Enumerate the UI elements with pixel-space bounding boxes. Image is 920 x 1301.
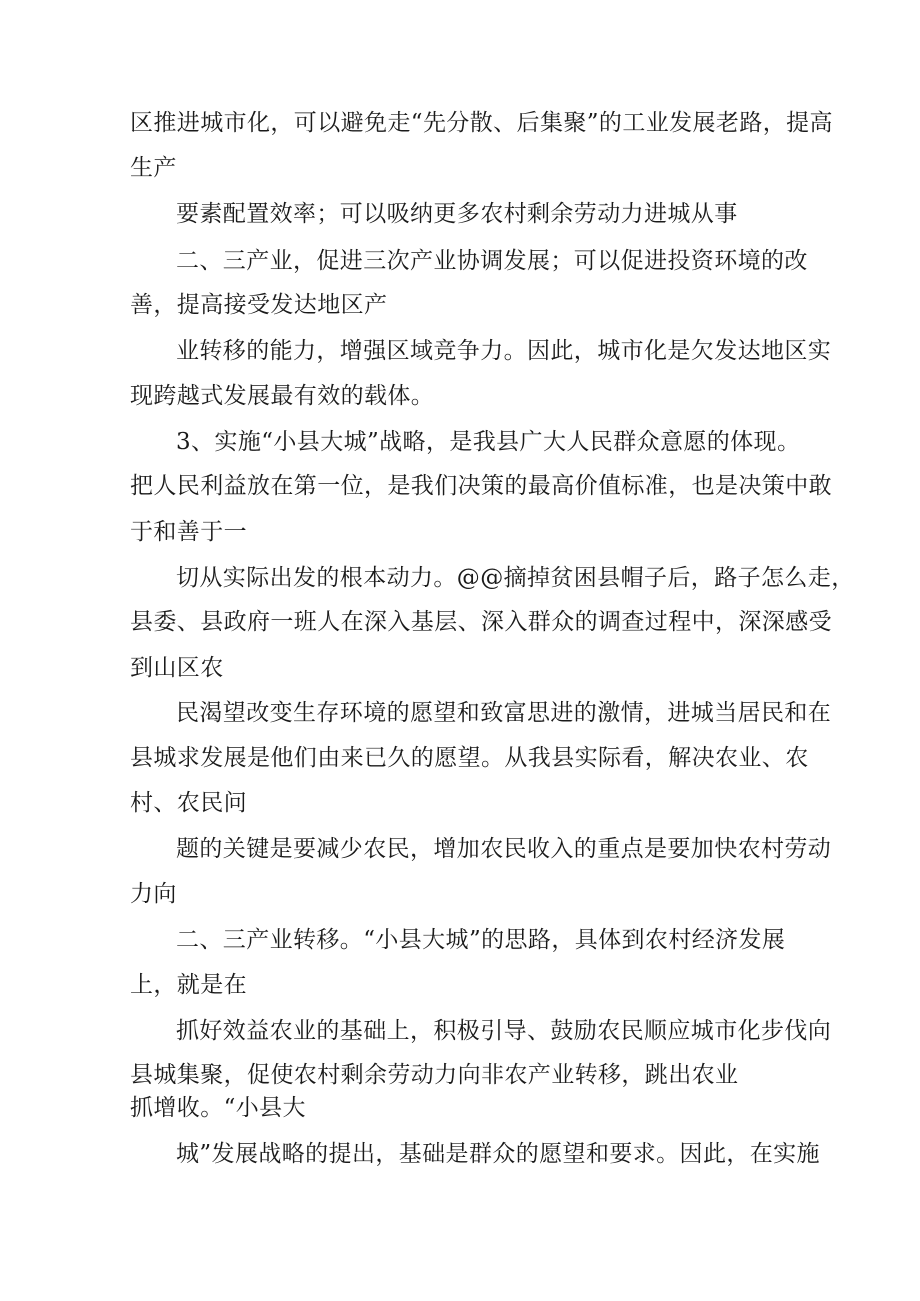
text-line: 于和善于一: [130, 519, 247, 545]
text-line: 县城集聚，促使农村剩余劳动力向非农产业转移，跳出农业: [130, 1062, 739, 1088]
text-line: 生产: [130, 155, 177, 181]
text-line: 县城求发展是他们由来已久的愿望。从我县实际看，解决农业、农: [130, 745, 809, 771]
text-line: 二、三产业，促进三次产业协调发展；可以促进投资环境的改: [176, 248, 808, 274]
text-line: 切从实际出发的根本动力。@@摘掉贫困县帽子后，路子怎么走，: [176, 565, 855, 591]
text-line: 村、农民问: [130, 790, 247, 816]
text-line: 题的关键是要减少农民，增加农民收入的重点是要加快农村劳动: [176, 836, 832, 862]
text-line: 力向: [130, 881, 177, 907]
text-line: 把人民利益放在第一位，是我们决策的最高价值标准，也是决策中敢: [130, 473, 832, 499]
text-line: 要素配置效率；可以吸纳更多农村剩余劳动力进城从事: [176, 201, 738, 227]
text-line: 二、三产业转移。“小县大城”的思路，具体到农村经济发展: [176, 927, 786, 953]
text-line: 到山区农: [130, 655, 224, 681]
text-line: 善，提高接受发达地区产: [130, 292, 388, 318]
text-line: 区推进城市化，可以避免走“先分散、后集聚”的工业发展老路，提高: [130, 110, 833, 136]
text-line: 3、实施“小县大城”战略，是我县广大人民群众意愿的体现。: [176, 429, 801, 455]
text-line: 上，就是在: [130, 972, 247, 998]
text-line: 抓好效益农业的基础上，积极引导、鼓励农民顺应城市化步伐向: [176, 1018, 832, 1044]
text-line: 现跨越式发展最有效的载体。: [130, 383, 435, 409]
text-line: 城”发展战略的提出，基础是群众的愿望和要求。因此，在实施: [176, 1141, 820, 1167]
text-line: 民渴望改变生存环境的愿望和致富思进的激情，进城当居民和在: [176, 700, 832, 726]
text-line: 抓增收。“小县大: [130, 1095, 306, 1121]
text-line: 业转移的能力，增强区域竞争力。因此，城市化是欠发达地区实: [176, 338, 832, 364]
text-line: 县委、县政府一班人在深入基层、深入群众的调查过程中，深深感受: [130, 609, 832, 635]
